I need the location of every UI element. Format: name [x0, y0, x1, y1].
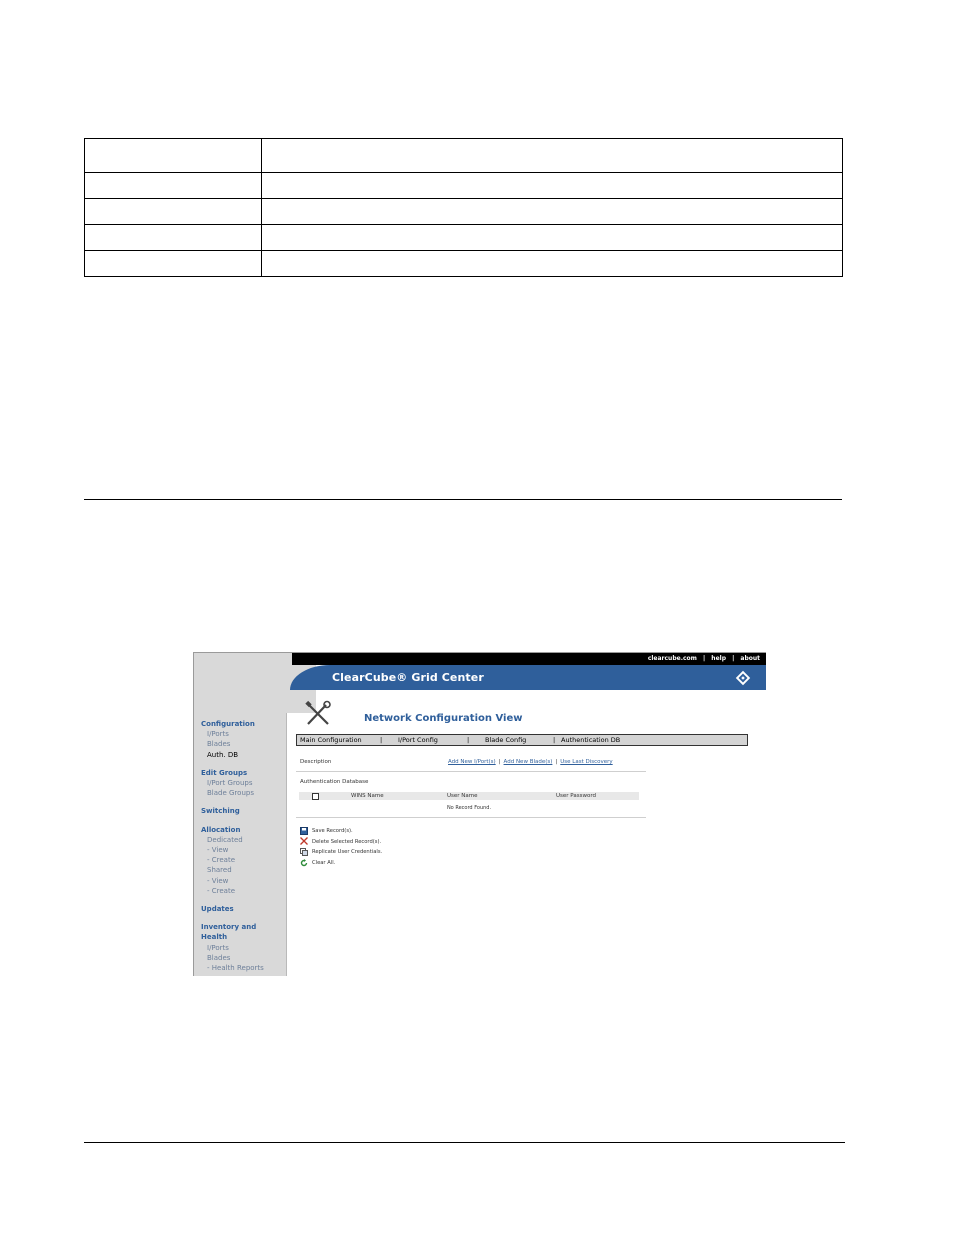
tab-separator: | [553, 736, 556, 744]
tab-bar [296, 734, 748, 746]
nav-item-shared-view[interactable]: - View [207, 876, 229, 885]
nav-item-iports[interactable]: I/Ports [207, 730, 229, 739]
clear-all-button[interactable] [300, 858, 382, 869]
nav-item-shared-create[interactable]: - Create [207, 886, 236, 895]
top-link-help[interactable]: help [711, 655, 726, 662]
doc-table-cell [85, 225, 262, 251]
doc-table-cell [262, 251, 843, 277]
section-rule [84, 499, 842, 500]
add-blade-link[interactable]: Add New Blade(s) [503, 759, 553, 765]
replicate-icon [300, 848, 308, 856]
nav-section-edit-groups[interactable]: Edit Groups [201, 768, 248, 777]
page-title: Network Configuration View [364, 713, 523, 724]
save-records-label: Save Record(s). [312, 828, 353, 834]
footer-rule [84, 1142, 845, 1143]
nav-item-auth-db[interactable]: Auth. DB [207, 750, 239, 759]
section-label: Authentication Database [300, 779, 369, 785]
divider [296, 771, 646, 772]
doc-table [84, 138, 843, 277]
action-links [448, 759, 613, 765]
link-separator: | [498, 759, 501, 765]
top-link-clearcube[interactable]: clearcube.com [647, 655, 697, 662]
description-label: Description [300, 759, 332, 765]
select-all-checkbox[interactable] [312, 793, 319, 800]
side-nav [201, 719, 264, 973]
doc-table-cell [85, 199, 262, 225]
table-header [299, 792, 639, 800]
tab-iport-config[interactable]: I/Port Config [398, 736, 438, 744]
replicate-credentials-button[interactable] [300, 847, 382, 858]
doc-table-cell [85, 173, 262, 199]
clearcube-logo-icon [734, 669, 752, 687]
tab-blade-config[interactable]: Blade Config [485, 736, 527, 744]
nav-item-health-blades[interactable]: Blades [207, 953, 231, 962]
nav-item-blade-groups[interactable]: Blade Groups [207, 789, 254, 798]
nav-item-health-reports[interactable]: - Health Reports [207, 964, 264, 973]
delete-icon [300, 837, 308, 845]
delete-records-label: Delete Selected Record(s). [312, 838, 382, 845]
top-link-separator: | [703, 655, 706, 662]
nav-section-health[interactable]: Health [201, 933, 228, 942]
clear-all-label: Clear All. [312, 860, 336, 867]
column-header-wins-name[interactable]: WINS Name [351, 793, 384, 799]
tools-icon [304, 700, 332, 728]
use-last-discovery-link[interactable]: Use Last Discovery [560, 759, 613, 765]
app-screenshot [193, 652, 766, 976]
column-header-user-password[interactable]: User Password [556, 793, 596, 799]
action-list [300, 826, 382, 869]
doc-table-cell [262, 173, 843, 199]
top-link-about[interactable]: about [740, 655, 760, 662]
delete-records-button[interactable] [300, 837, 382, 848]
column-header-user-name[interactable]: User Name [447, 793, 478, 799]
nav-section-updates[interactable]: Updates [201, 905, 234, 914]
brand-title: ClearCube® Grid Center [332, 671, 484, 684]
doc-table-cell [262, 139, 843, 173]
doc-table-cell [85, 139, 262, 173]
doc-table-cell [262, 225, 843, 251]
doc-table-cell [85, 251, 262, 277]
refresh-icon [300, 859, 308, 867]
link-separator: | [555, 759, 558, 765]
header-banner [290, 665, 766, 690]
divider [296, 817, 646, 818]
nav-section-switching[interactable]: Switching [201, 807, 240, 816]
replicate-credentials-label: Replicate User Credentials. [312, 849, 383, 856]
tab-separator: | [380, 736, 383, 744]
nav-section-allocation[interactable]: Allocation [201, 825, 241, 834]
nav-item-dedicated-view[interactable]: - View [207, 846, 229, 855]
empty-table-message: No Record Found. [446, 805, 492, 811]
nav-item-dedicated-create[interactable]: - Create [207, 856, 236, 865]
nav-section-inventory[interactable]: Inventory and [201, 923, 257, 932]
save-records-button[interactable] [300, 826, 382, 837]
tab-authentication-db[interactable]: Authentication DB [561, 736, 621, 744]
add-iport-link[interactable]: Add New I/Port(s) [448, 759, 496, 765]
save-icon [300, 827, 308, 835]
tab-main-configuration[interactable]: Main Configuration [300, 736, 362, 744]
doc-table-cell [262, 199, 843, 225]
nav-item-health-iports[interactable]: I/Ports [207, 943, 229, 952]
tab-separator: | [467, 736, 470, 744]
nav-section-configuration[interactable]: Configuration [201, 720, 255, 728]
nav-item-iport-groups[interactable]: I/Port Groups [207, 779, 253, 788]
nav-item-shared[interactable]: Shared [207, 866, 232, 875]
nav-item-dedicated[interactable]: Dedicated [207, 835, 243, 844]
top-link-bar [292, 653, 766, 665]
top-link-separator: | [732, 655, 735, 662]
nav-item-blades[interactable]: Blades [207, 740, 231, 749]
